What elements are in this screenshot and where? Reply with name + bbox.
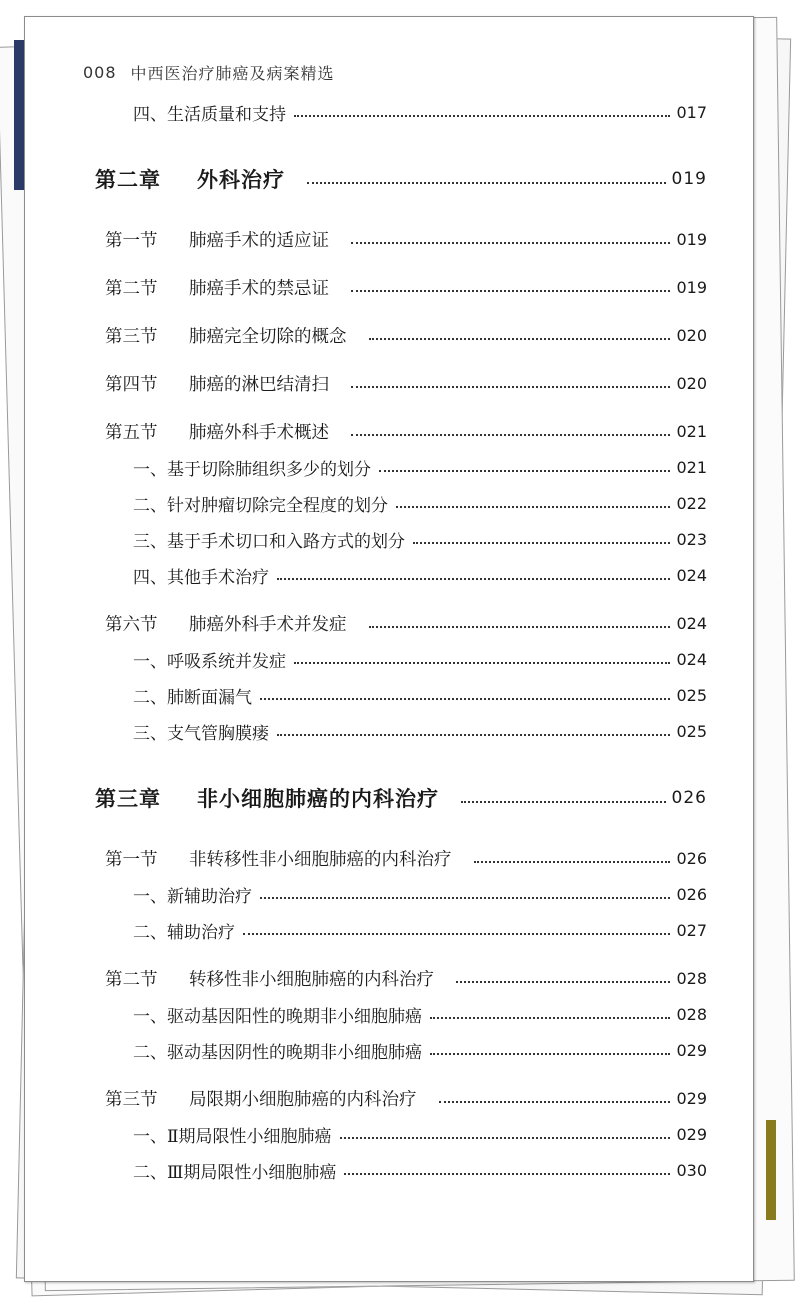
toc-item[interactable]: [25, 879, 753, 909]
toc-section[interactable]: [25, 320, 753, 350]
leader-dots: [369, 337, 671, 340]
leader-dots: [340, 1136, 671, 1139]
leader-dots: [351, 433, 670, 436]
toc-label: 二、Ⅲ期局限性小细胞肺癌: [133, 1162, 337, 1183]
leader-dots: [474, 860, 671, 863]
toc-item[interactable]: [25, 97, 753, 127]
toc-section[interactable]: [25, 368, 753, 398]
toc-item[interactable]: [25, 915, 753, 945]
toc-label: 二、肺断面漏气: [133, 687, 252, 708]
toc-page-number: 029: [676, 1124, 707, 1144]
toc-number: 第二节: [105, 969, 158, 990]
toc-item[interactable]: [25, 680, 753, 710]
toc-title: 肺癌手术的禁忌证: [189, 278, 329, 299]
toc-page-number: 025: [676, 721, 707, 741]
toc-heading: [105, 227, 329, 252]
toc-title: 肺癌手术的适应证: [189, 230, 329, 251]
toc-page: [24, 16, 754, 1282]
cover-edge: [766, 1120, 776, 1220]
leader-dots: [461, 800, 666, 803]
toc-page-number: 021: [676, 457, 707, 477]
toc-page-number: 020: [676, 373, 707, 393]
toc-heading: [105, 1086, 417, 1111]
toc-heading: [105, 966, 434, 991]
toc-page-number: 022: [676, 493, 707, 513]
toc-page-number: 019: [671, 169, 707, 189]
toc-number: 第一节: [105, 230, 158, 251]
toc-item[interactable]: [25, 999, 753, 1029]
leader-dots: [294, 661, 670, 664]
toc-page-number: 017: [676, 102, 707, 122]
toc-section[interactable]: [25, 416, 753, 446]
toc-item[interactable]: [25, 524, 753, 554]
toc-heading: [105, 371, 329, 396]
toc-page-number: 026: [676, 848, 707, 868]
leader-dots: [456, 980, 670, 983]
leader-dots: [369, 625, 671, 628]
toc-page-number: 024: [676, 613, 707, 633]
toc-title: 肺癌完全切除的概念: [189, 326, 347, 347]
toc-chapter[interactable]: [25, 783, 753, 813]
book-title: 中西医治疗肺癌及病案精选: [130, 63, 335, 83]
toc-heading: [105, 611, 347, 636]
toc-label: 四、其他手术治疗: [133, 567, 269, 588]
toc-number: 第五节: [105, 422, 158, 443]
leader-dots: [277, 733, 670, 736]
leader-dots: [260, 896, 670, 899]
toc-page-number: 024: [676, 649, 707, 669]
toc-item[interactable]: [25, 452, 753, 482]
toc-item[interactable]: [25, 716, 753, 746]
running-header: [83, 57, 335, 87]
toc-label: 三、基于手术切口和入路方式的划分: [133, 531, 405, 552]
toc-title: 转移性非小细胞肺癌的内科治疗: [189, 969, 434, 990]
toc-number: 第三节: [105, 326, 158, 347]
toc-number: 第三节: [105, 1089, 158, 1110]
toc-item[interactable]: [25, 488, 753, 518]
toc-page-number: 028: [676, 968, 707, 988]
toc-item[interactable]: [25, 1035, 753, 1065]
toc-label: 一、基于切除肺组织多少的划分: [133, 459, 371, 480]
toc-number: 第六节: [105, 614, 158, 635]
toc-number: 第二节: [105, 278, 158, 299]
toc-title: 局限期小细胞肺癌的内科治疗: [189, 1089, 417, 1110]
leader-dots: [307, 181, 666, 184]
toc-label: 二、辅助治疗: [133, 922, 235, 943]
toc-page-number: 019: [676, 229, 707, 249]
leader-dots: [439, 1100, 671, 1103]
leader-dots: [351, 385, 670, 388]
toc-heading: [95, 783, 439, 813]
toc-number: 第三章: [95, 786, 161, 811]
toc-page-number: 027: [676, 920, 707, 940]
toc-section[interactable]: [25, 272, 753, 302]
toc-title: 非小细胞肺癌的内科治疗: [197, 786, 439, 811]
toc-item[interactable]: [25, 1119, 753, 1149]
toc-page-number: 029: [676, 1088, 707, 1108]
toc-heading: [105, 846, 452, 871]
toc-title: 非转移性非小细胞肺癌的内科治疗: [189, 849, 452, 870]
leader-dots: [379, 469, 670, 472]
toc-section[interactable]: [25, 608, 753, 638]
leader-dots: [243, 932, 670, 935]
toc-number: 第一节: [105, 849, 158, 870]
toc-label: 三、支气管胸膜瘘: [133, 723, 269, 744]
toc-label: 二、针对肿瘤切除完全程度的划分: [133, 495, 388, 516]
toc-page-number: 020: [676, 325, 707, 345]
leader-dots: [430, 1016, 670, 1019]
toc-label: 一、新辅助治疗: [133, 886, 252, 907]
toc-label: 二、驱动基因阴性的晚期非小细胞肺癌: [133, 1042, 422, 1063]
leader-dots: [277, 577, 670, 580]
toc-page-number: 026: [676, 884, 707, 904]
leader-dots: [351, 241, 670, 244]
toc-label: 一、驱动基因阳性的晚期非小细胞肺癌: [133, 1006, 422, 1027]
toc-page-number: 029: [676, 1040, 707, 1060]
toc-page-number: 021: [676, 421, 707, 441]
leader-dots: [344, 1172, 670, 1175]
leader-dots: [351, 289, 670, 292]
toc-title: 肺癌的淋巴结清扫: [189, 374, 329, 395]
toc-label: 一、Ⅱ期局限性小细胞肺癌: [133, 1126, 332, 1147]
toc-number: 第四节: [105, 374, 158, 395]
leader-dots: [260, 697, 670, 700]
toc-item[interactable]: [25, 560, 753, 590]
toc-heading: [105, 323, 347, 348]
toc-page-number: 023: [676, 529, 707, 549]
toc-item[interactable]: [25, 1155, 753, 1185]
toc-section[interactable]: [25, 843, 753, 873]
page-number: 008: [83, 62, 117, 82]
toc-heading: [105, 419, 329, 444]
leader-dots: [396, 505, 670, 508]
toc-section[interactable]: [25, 1083, 753, 1113]
toc-section[interactable]: [25, 963, 753, 993]
leader-dots: [413, 541, 670, 544]
toc-page-number: 019: [676, 277, 707, 297]
toc-heading: [95, 164, 285, 194]
leader-dots: [294, 114, 670, 117]
toc-chapter[interactable]: [25, 164, 753, 194]
toc-item[interactable]: [25, 644, 753, 674]
toc-label: 一、呼吸系统并发症: [133, 651, 286, 672]
toc-label: 四、生活质量和支持: [133, 104, 286, 125]
toc-page-number: 028: [676, 1004, 707, 1024]
toc-heading: [105, 275, 329, 300]
toc-number: 第二章: [95, 167, 161, 192]
toc-title: 外科治疗: [197, 167, 285, 192]
leader-dots: [430, 1052, 670, 1055]
toc-title: 肺癌外科手术概述: [189, 422, 329, 443]
toc-title: 肺癌外科手术并发症: [189, 614, 347, 635]
toc-section[interactable]: [25, 224, 753, 254]
toc-page-number: 024: [676, 565, 707, 585]
toc-page-number: 025: [676, 685, 707, 705]
toc-page-number: 030: [676, 1160, 707, 1180]
toc-page-number: 026: [671, 788, 707, 808]
